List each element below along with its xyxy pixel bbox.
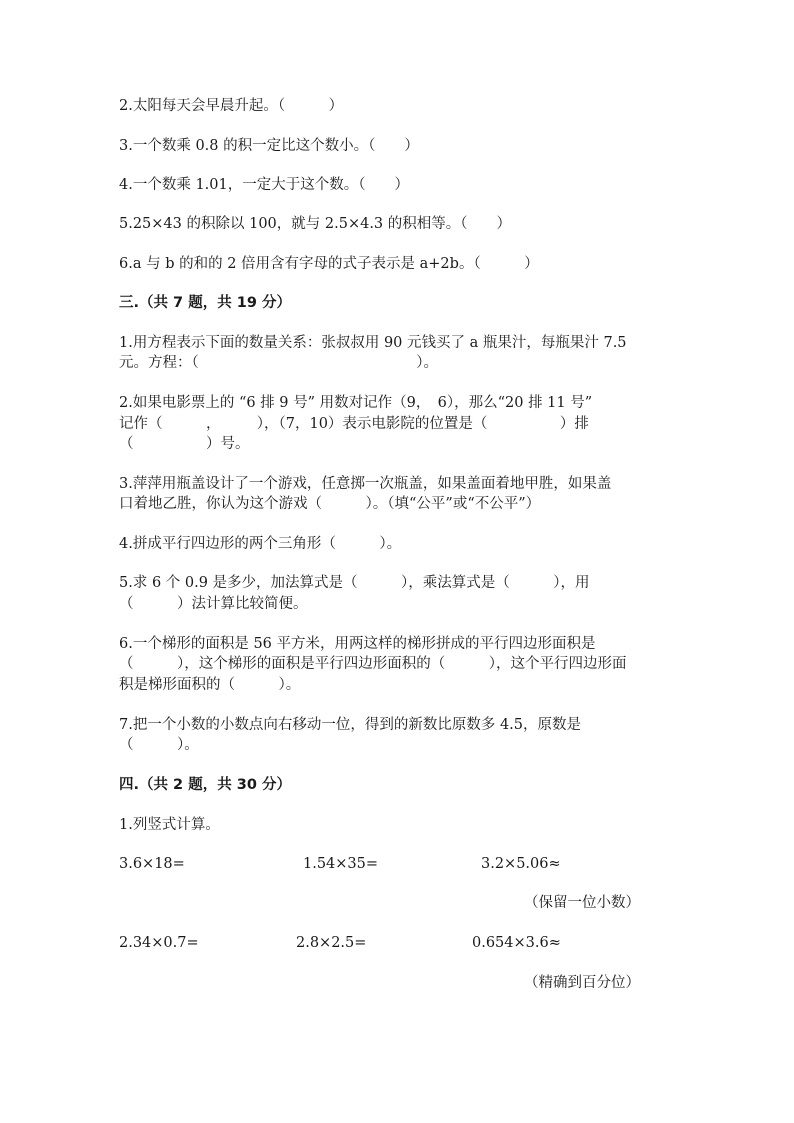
- judge-item-4: 4.一个数乘 1.01，一定大于这个数。（ ）: [119, 177, 409, 193]
- calc-question-1: 1.列竖式计算。: [119, 817, 220, 833]
- fill-item-2-line-3: （ ）号。: [119, 436, 250, 452]
- fill-item-7-line-2: （ ）。: [119, 737, 199, 753]
- fill-item-2-line-1: 2.如果电影票上的 “6 排 9 号” 用数对记作（9， 6），那么“20 排 11 号”: [119, 395, 593, 411]
- judge-item-3: 3.一个数乘 0.8 的积一定比这个数小。（ ）: [119, 138, 419, 154]
- fill-item-3-line-2: 口着地乙胜，你认为这个游戏（ ）。（填“公平”或“不公平”）: [119, 496, 541, 512]
- fill-item-5-line-1: 5.求 6 个 0.9 是多少，加法算式是（ ），乘法算式是（ ），用: [119, 575, 590, 591]
- judge-item-6: 6.a 与 b 的和的 2 倍用含有字母的式子表示是 a+2b。（ ）: [119, 256, 539, 272]
- rounding-note-2: （精确到百分位）: [524, 975, 640, 991]
- fill-item-1-line-2: 元。方程：（ ）。: [119, 355, 438, 371]
- calc-expr-6: 0.654×3.6≈: [472, 935, 561, 951]
- fill-item-5-line-2: （ ）法计算比较简便。: [119, 596, 308, 612]
- calc-expr-1: 3.6×18=: [119, 856, 185, 872]
- fill-item-2-line-2: 记作（ ， ），（7，10）表示电影院的位置是（ ）排: [119, 416, 589, 432]
- fill-item-6-line-2: （ ），这个梯形的面积是平行四边形面积的（ ），这个平行四边形面: [119, 656, 627, 672]
- fill-item-6-line-3: 积是梯形面积的（ ）。: [119, 677, 301, 693]
- calc-expr-3: 3.2×5.06≈: [481, 856, 561, 872]
- section-4-title: 四.（共 2 题，共 30 分）: [119, 777, 291, 793]
- fill-item-1-line-1: 1.用方程表示下面的数量关系：张叔叔用 90 元钱买了 a 瓶果汁，每瓶果汁 7.5: [119, 335, 627, 351]
- calc-expr-5: 2.8×2.5=: [296, 935, 367, 951]
- judge-item-5: 5.25×43 的积除以 100，就与 2.5×4.3 的积相等。（ ）: [119, 216, 512, 232]
- calc-expr-4: 2.34×0.7=: [119, 935, 199, 951]
- fill-item-4: 4.拼成平行四边形的两个三角形（ ）。: [119, 536, 402, 552]
- fill-item-6-line-1: 6.一个梯形的面积是 56 平方米，用两这样的梯形拼成的平行四边形面积是: [119, 636, 596, 652]
- calc-expr-2: 1.54×35=: [303, 856, 379, 872]
- section-3-title: 三.（共 7 题，共 19 分）: [119, 295, 291, 311]
- fill-item-7-line-1: 7.把一个小数的小数点向右移动一位，得到的新数比原数多 4.5，原数是: [119, 717, 582, 733]
- fill-item-3-line-1: 3.萍萍用瓶盖设计了一个游戏，任意掷一次瓶盖，如果盖面着地甲胜，如果盖: [119, 476, 612, 492]
- rounding-note-1: （保留一位小数）: [524, 895, 640, 911]
- judge-item-2: 2.太阳每天会早晨升起。（ ）: [119, 98, 344, 114]
